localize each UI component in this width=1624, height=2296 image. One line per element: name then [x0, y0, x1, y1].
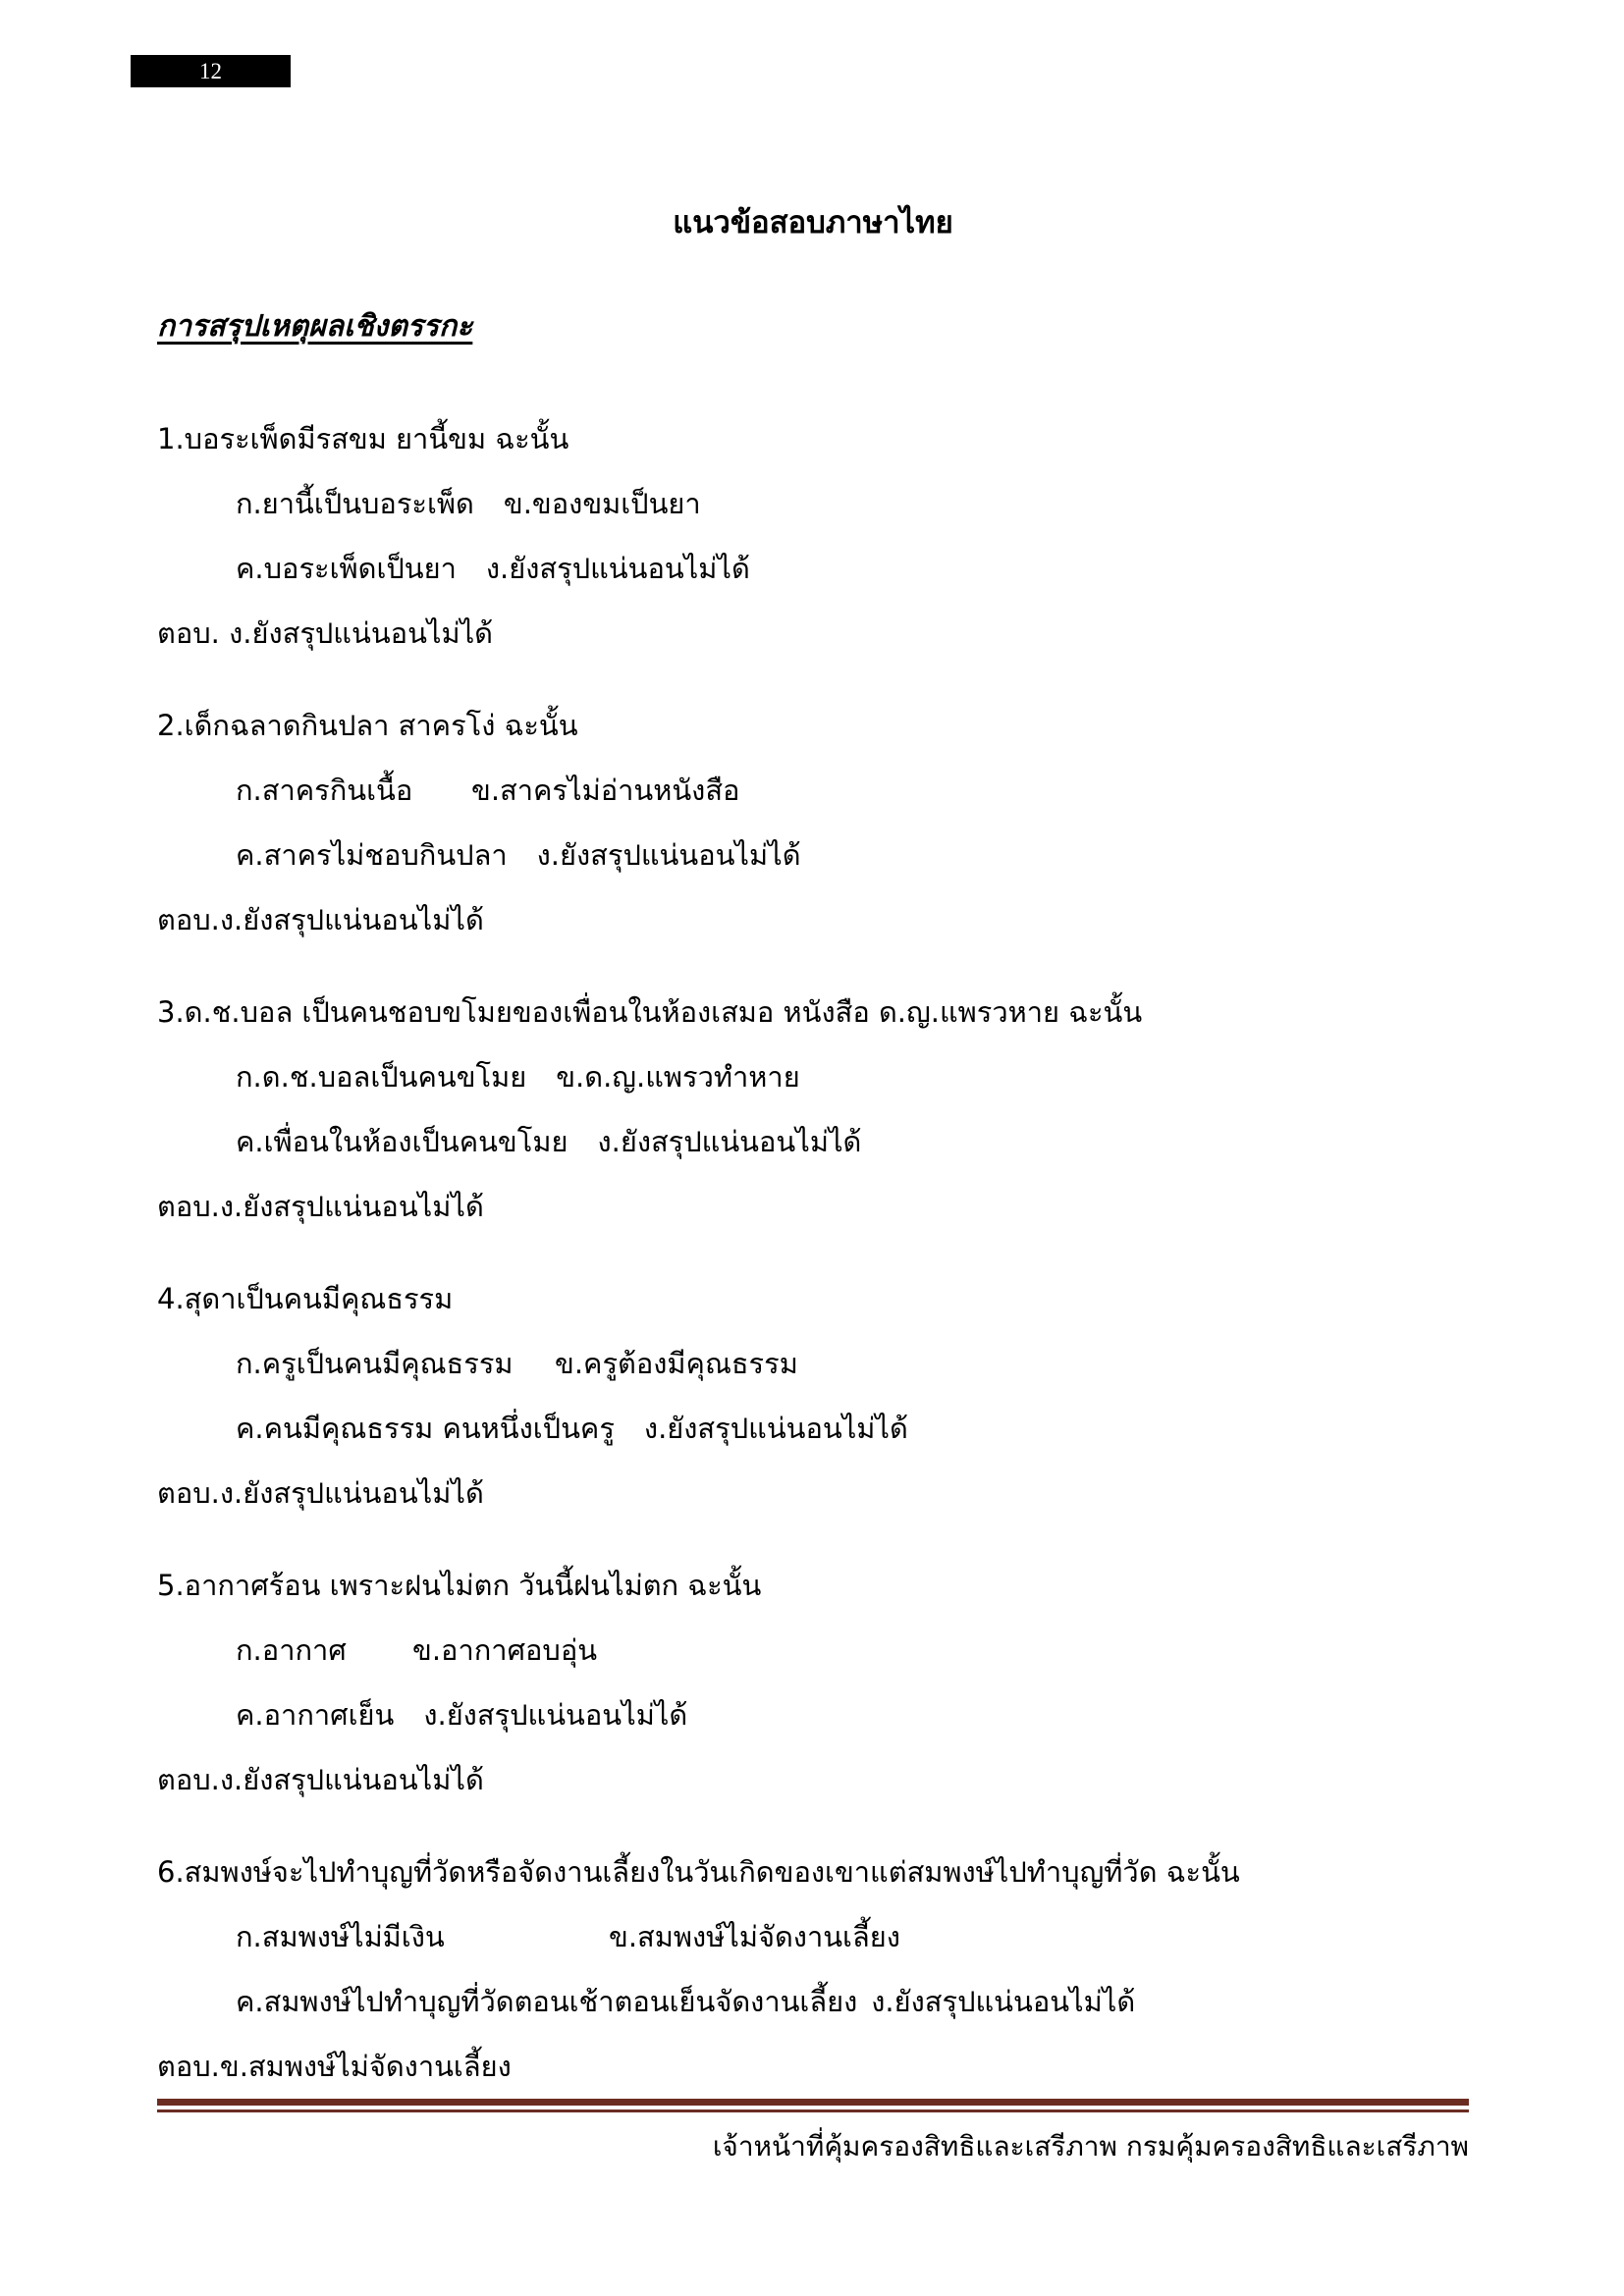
question-text: 5.อากาศร้อน เพราะฝนไม่ตก วันนี้ฝนไม่ตก ฉะนั้น: [157, 1569, 762, 1602]
option-d: ง.ยังสรุปแน่นอนไม่ได้: [871, 1985, 1136, 2018]
option-a: ก.สาครกินเนื้อ: [236, 774, 413, 807]
option-a: ก.ครูเป็นคนมีคุณธรรม: [236, 1347, 514, 1380]
option-b: ข.สาครไม่อ่านหนังสือ: [471, 774, 740, 807]
option-d: ง.ยังสรุปแน่นอนไม่ได้: [485, 552, 750, 585]
answer-text: ตอบ. ง.ยังสรุปแน่นอนไม่ได้: [157, 616, 494, 650]
question-text: 3.ด.ช.บอล เป็นคนชอบขโมยของเพื่อนในห้องเสมอ หนังสือ ด.ญ.แพรวหาย ฉะนั้น: [157, 995, 1143, 1029]
option-d: ง.ยังสรุปแน่นอนไม่ได้: [643, 1412, 908, 1445]
page-footer: [157, 2099, 1469, 2167]
option-c: ค.สาครไม่ชอบกินปลา: [236, 838, 508, 872]
option-c: ค.สมพงษ์ไปทำบุญที่วัดตอนเช้าตอนเย็นจัดงานเลี้ยง: [236, 1985, 858, 2018]
question-1: [157, 417, 1469, 655]
option-b: ข.ของขมเป็นยา: [503, 487, 701, 520]
answer-text: ตอบ.ง.ยังสรุปแน่นอนไม่ได้: [157, 1476, 484, 1510]
option-row: [236, 1915, 1469, 1958]
option-a: ก.สมพงษ์ไม่มีเงิน: [236, 1920, 445, 1953]
option-a: ก.อากาศ: [236, 1633, 347, 1667]
option-c: ค.เพื่อนในห้องเป็นคนขโมย: [236, 1125, 568, 1158]
option-row: [236, 1407, 1469, 1450]
option-d: ง.ยังสรุปแน่นอนไม่ได้: [536, 838, 801, 872]
option-row: [236, 1629, 1469, 1672]
option-d: ง.ยังสรุปแน่นอนไม่ได้: [597, 1125, 862, 1158]
question-4: [157, 1277, 1469, 1515]
answer-text: ตอบ.ข.สมพงษ์ไม่จัดงานเลี้ยง: [157, 2050, 512, 2083]
answer-text: ตอบ.ง.ยังสรุปแน่นอนไม่ได้: [157, 1763, 484, 1796]
option-c: ค.บอระเพ็ดเป็นยา: [236, 552, 457, 585]
option-row: [236, 1055, 1469, 1098]
answer-text: ตอบ.ง.ยังสรุปแน่นอนไม่ได้: [157, 1190, 484, 1223]
option-row: [236, 1980, 1469, 2023]
option-b: ข.สมพงษ์ไม่จัดงานเลี้ยง: [609, 1920, 900, 1953]
option-row: [236, 1342, 1469, 1385]
question-text: 4.สุดาเป็นคนมีคุณธรรม: [157, 1282, 454, 1315]
option-gap: [857, 1980, 871, 2023]
option-d: ง.ยังสรุปแน่นอนไม่ได้: [423, 1698, 688, 1732]
option-b: ข.ด.ญ.แพรวทำหาย: [556, 1060, 800, 1094]
question-2: [157, 704, 1469, 941]
document-content: [157, 0, 1469, 2088]
option-row: [236, 482, 1469, 525]
question-text: 2.เด็กฉลาดกินปลา สาครโง่ ฉะนั้น: [157, 709, 578, 742]
option-c: ค.อากาศเย็น: [236, 1698, 395, 1732]
footer-rule-thick: [157, 2099, 1469, 2106]
page-title: แนวข้อสอบภาษาไทย: [673, 205, 953, 240]
option-b: ข.ครูต้องมีคุณธรรม: [555, 1347, 798, 1380]
question-5: [157, 1564, 1469, 1801]
question-text: 6.สมพงษ์จะไปทำบุญที่วัดหรือจัดงานเลี้ยงในวันเกิดของเขาแต่สมพงษ์ไปทำบุญที่วัด ฉะนั้น: [157, 1855, 1240, 1889]
question-list: [157, 417, 1469, 2088]
option-c: ค.คนมีคุณธรรม คนหนึ่งเป็นครู: [236, 1412, 615, 1445]
question-3: [157, 990, 1469, 1228]
question-text: 1.บอระเพ็ดมีรสขม ยานี้ขม ฉะนั้น: [157, 422, 569, 455]
option-row: [236, 769, 1469, 812]
answer-text: ตอบ.ง.ยังสรุปแน่นอนไม่ได้: [157, 903, 484, 936]
footer-text: เจ้าหน้าที่คุ้มครองสิทธิและเสรีภาพ กรมคุ้มครองสิทธิและเสรีภาพ: [712, 2130, 1469, 2163]
section-heading: [157, 305, 1469, 348]
option-a: ก.ด.ช.บอลเป็นคนขโมย: [236, 1060, 527, 1094]
section-heading-text: การสรุปเหตุผลเชิงตรรกะ: [157, 309, 473, 344]
option-row: [236, 833, 1469, 877]
option-row: [236, 1693, 1469, 1736]
option-row: [236, 547, 1469, 590]
option-b: ข.อากาศอบอุ่น: [412, 1633, 598, 1667]
option-a: ก.ยานี้เป็นบอระเพ็ด: [236, 487, 474, 520]
question-6: [157, 1850, 1469, 2088]
option-row: [236, 1120, 1469, 1163]
page-number: 12: [199, 58, 222, 83]
footer-rule-thin: [157, 2109, 1469, 2112]
